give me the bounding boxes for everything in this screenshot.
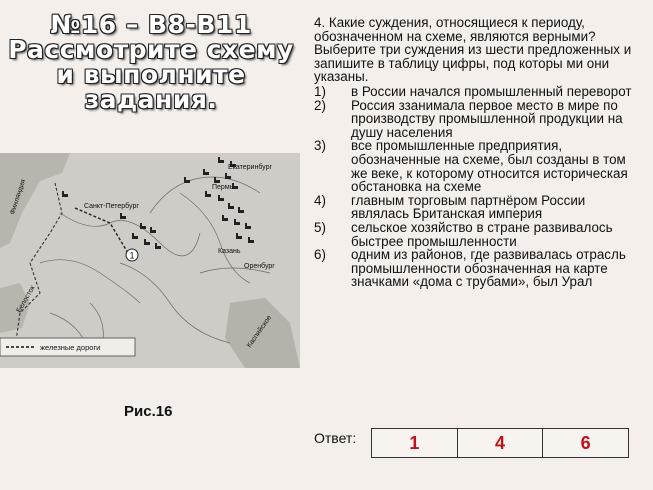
legend-label: железные дороги [40, 343, 101, 352]
label-spb: Санкт-Петербург [84, 203, 139, 210]
option-text: Россия ззанимала первое место в мире по производству промышленной продукции на душу населения [351, 97, 623, 140]
label-finland: Финляндия [9, 178, 28, 216]
label-caspian: Каспийское [245, 314, 274, 350]
option-item [314, 194, 644, 221]
answer-label: Ответ: [314, 430, 357, 446]
title-line: Рассмотрите схему [8, 35, 294, 64]
historical-map [0, 153, 300, 368]
option-number: 6) [314, 247, 326, 263]
answer-cell[interactable]: 4 [457, 429, 543, 458]
option-number: 1) [314, 83, 326, 99]
map-drawing [0, 153, 300, 368]
label-kazan: Казань [218, 248, 241, 255]
label-ekb: Екатеринбург [228, 164, 273, 171]
question-intro: 4. Какие суждения, относящиеся к периоду, обозначенном на схеме, являются верными? Выберите три суждения из шести предложенных и запишите в таблицу цифры, под которы ми они указаны. [314, 15, 632, 85]
sea-area [0, 153, 70, 248]
label-belostok: Белосток [15, 284, 37, 314]
title-line: №16 – В8-В11 [50, 10, 252, 39]
option-number: 3) [314, 138, 326, 154]
question-block [314, 16, 644, 289]
answer-table [371, 428, 629, 458]
option-text: одним из районов, где развивалась отрасль промышленности обозначенная на карте значками «дома с трубами», был Урал [351, 247, 626, 290]
option-item [314, 221, 644, 248]
title-line: задания. [84, 85, 218, 114]
option-text: все промышленные предприятия, обозначенные на схеме, был созданы в том же веке, к которому относится историческая обстановка на схеме [351, 138, 628, 195]
marker-number: 1 [129, 250, 135, 261]
option-number: 4) [314, 192, 326, 208]
answer-cell[interactable]: 6 [543, 429, 629, 458]
option-item [314, 139, 644, 193]
label-perm: Пермь [212, 184, 234, 191]
option-number: 2) [314, 97, 326, 113]
label-orenburg: Оренбург [244, 263, 275, 270]
figure-caption: Рис.16 [124, 403, 173, 420]
option-item [314, 99, 644, 140]
option-item [314, 248, 644, 289]
answer-cell[interactable]: 1 [372, 429, 458, 458]
slide-title [6, 12, 296, 112]
option-number: 5) [314, 219, 326, 235]
option-text: сельское хозяйство в стране развивалось быстрее промышленности [351, 219, 613, 249]
option-text: в России начался промышленный переворот [351, 83, 632, 99]
title-line: и выполните [56, 60, 246, 89]
option-item [314, 85, 644, 99]
option-text: главным торговым партнёром России являлась Британская империя [351, 192, 586, 222]
